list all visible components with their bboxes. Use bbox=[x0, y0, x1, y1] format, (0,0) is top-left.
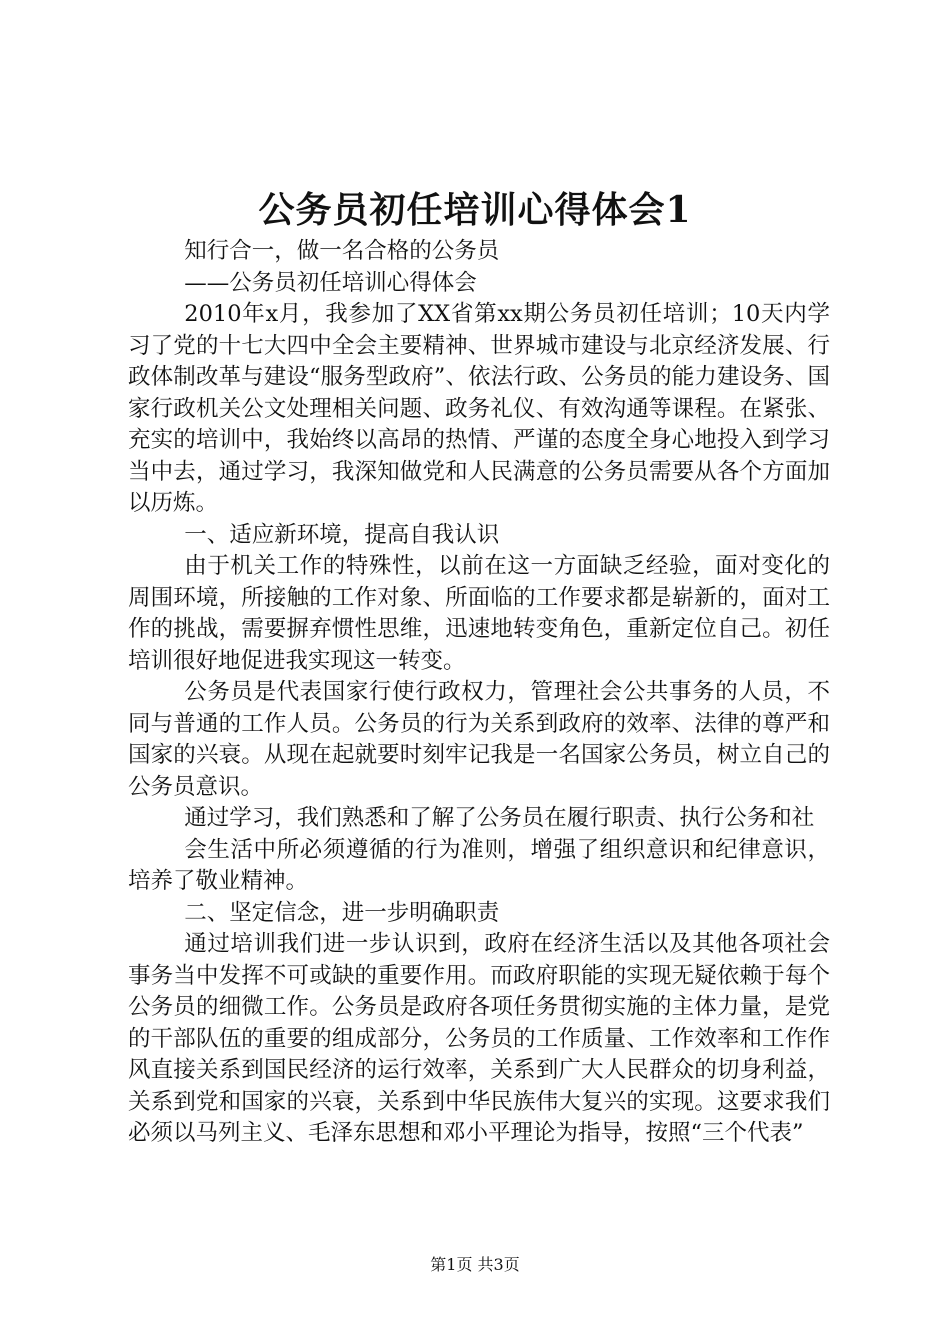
document-title: 公务员初任培训心得体会1 bbox=[258, 189, 692, 231]
body-paragraph: 由于机关工作的特殊性，以前在这一方面缺乏经验，面对变化的周围环境，所接触的工作对象、所面临的工作要求都是崭新的，面对工作的挑战，需要摒弃惯性思维，迅速地转变角色，重新定位自己。初任培训很好地促进我实现这一转变。 bbox=[128, 553, 830, 674]
subtitle-line: 知行合一，做一名合格的公务员 bbox=[184, 238, 500, 264]
body-paragraph: 公务员是代表国家行使行政权力，管理社会公共事务的人员，不同与普通的工作人员。公务员的行为关系到政府的效率、法律的尊严和国家的兴衰。从现在起就要时刻牢记我是一名国家公务员，树立自己的公务员意识。 bbox=[128, 679, 830, 800]
section-heading-1: 一、适应新环境，提高自我认识 bbox=[184, 521, 500, 548]
body-paragraph: 2010年x月，我参加了XX省第xx期公务员初任培训；10天内学习了党的十七大四中全会主要精神、世界城市建设与北京经济发展、行政体制改革与建设“服务型政府”、依法行政、公务员的能力建设务、国家行政机关公文处理相关问题、政务礼仪、有效沟通等课程。在紧张、充实的培训中，我始终以高昂的热情、严谨的态度全身心地投入到学习当中去，通过学习，我深知做党和人民满意的公务员需要从各个方面加以历炼。 bbox=[128, 301, 830, 516]
document-body bbox=[128, 236, 830, 1150]
subtitle-dash-line: ——公务员初任培训心得体会 bbox=[184, 269, 477, 296]
body-paragraph: 通过培训我们进一步认识到，政府在经济生活以及其他各项社会事务当中发挥不可或缺的重要作用。而政府职能的实现无疑依赖于每个公务员的细微工作。公务员是政府各项任务贯彻实施的主体力量，是党的干部队伍的重要的组成部分，公务员的工作质量、工作效率和工作作风直接关系到国民经济的运行效率，关系到广大人民群众的切身利益，关系到党和国家的兴衰，关系到中华民族伟大复兴的实现。这要求我们必须以马列主义、毛泽东思想和邓小平理论为指导，按照“三个代表” bbox=[128, 931, 830, 1146]
body-paragraph: 通过学习，我们熟悉和了解了公务员在履行职责、执行公务和社 bbox=[184, 805, 815, 831]
section-heading-2: 二、坚定信念，进一步明确职责 bbox=[184, 899, 500, 926]
body-paragraph: 会生活中所必须遵循的行为准则，增强了组织意识和纪律意识，培养了敬业精神。 bbox=[128, 836, 830, 894]
page-number-footer: 第1页 共3页 bbox=[430, 1255, 520, 1274]
